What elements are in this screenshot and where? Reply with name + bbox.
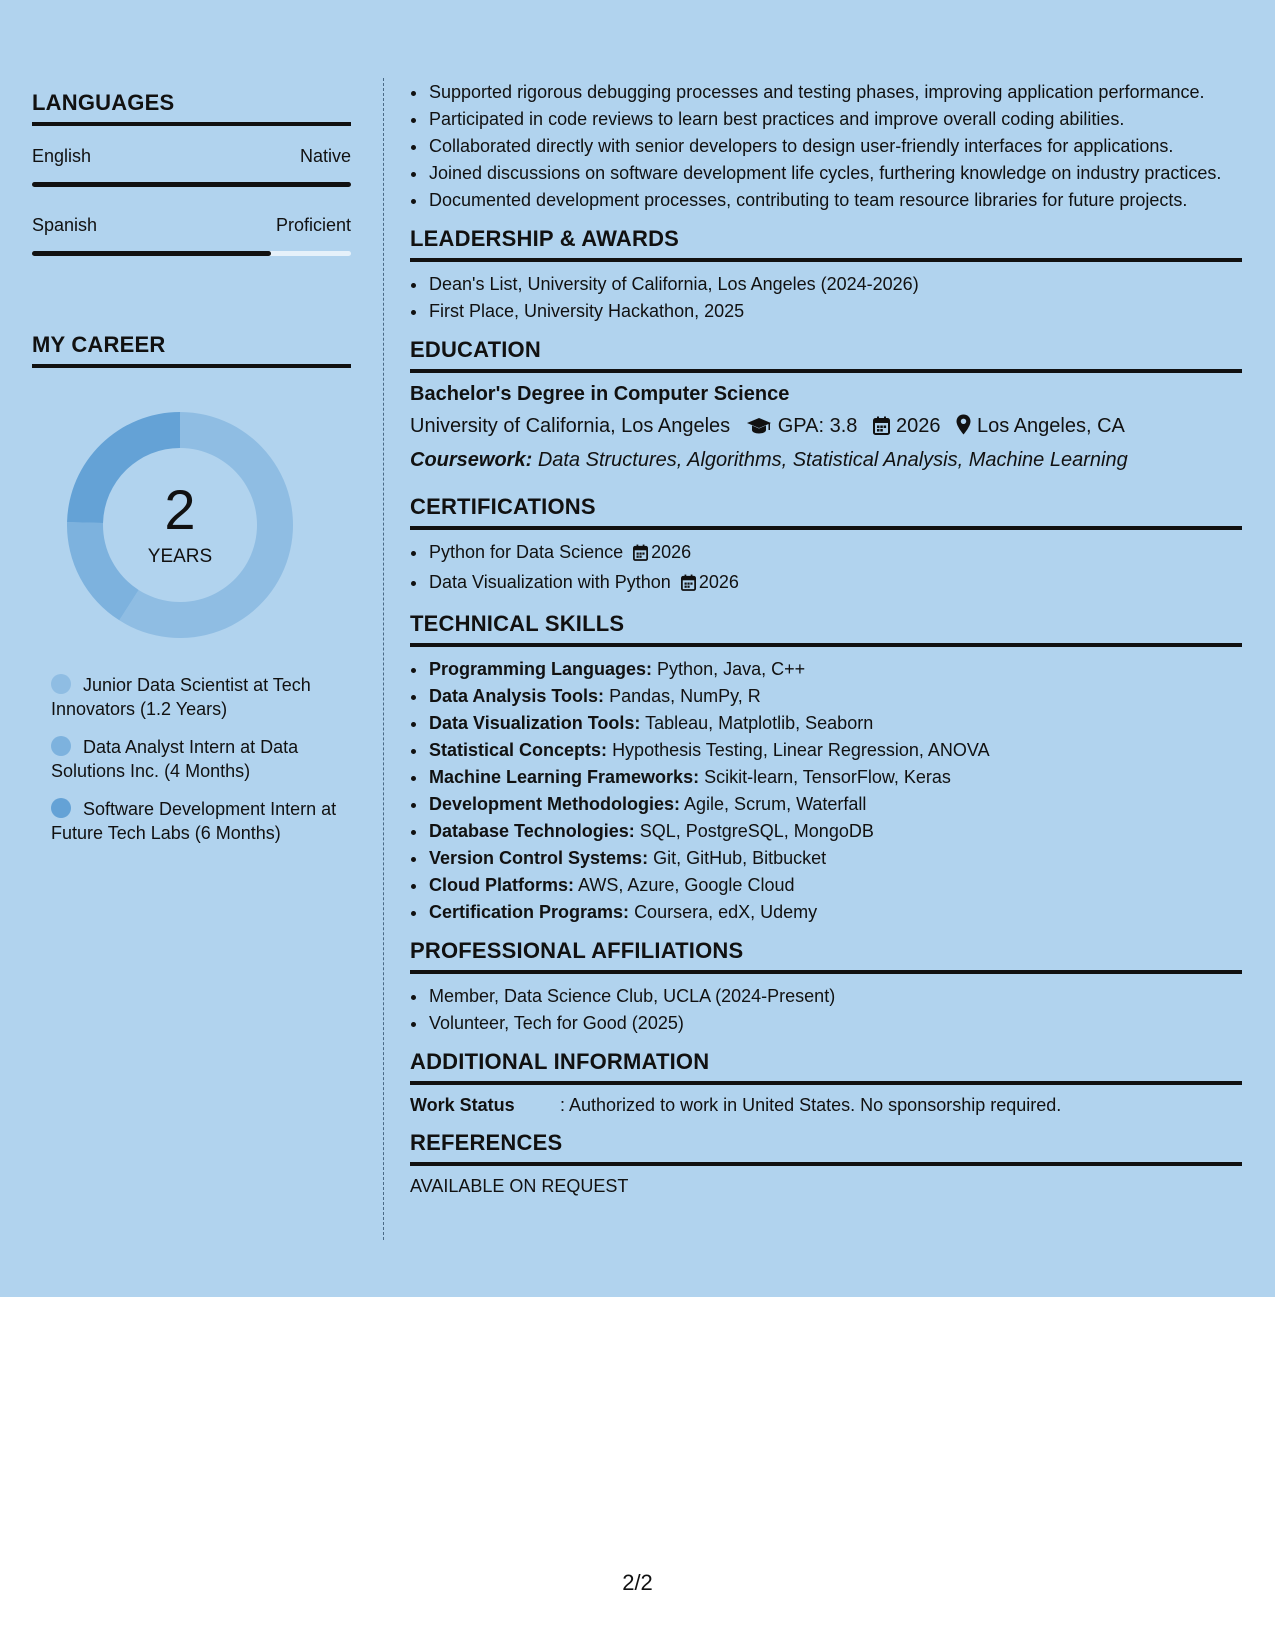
graduation-cap-icon [746, 417, 772, 441]
legend-dot [51, 674, 71, 694]
skill-label: Certification Programs: [429, 902, 630, 922]
language-name: English [32, 146, 92, 166]
legend-dot [51, 736, 71, 756]
experience-bullet: • Participated in code reviews to learn best practices and improve overall coding abilities. [428, 107, 1242, 131]
education-school: University of California, Los Angeles [410, 415, 731, 437]
skill-item [428, 684, 1242, 708]
skill-label: Data Visualization Tools: [429, 713, 641, 733]
skill-value: SQL, PostgreSQL, MongoDB [639, 821, 874, 841]
skill-value: Git, GitHub, Bitbucket [653, 848, 827, 868]
language-bar-fill [32, 182, 351, 187]
leadership-title: LEADERSHIP & AWARDS [410, 226, 1242, 262]
experience-bullet: • Supported rigorous debugging processes and testing phases, improving application performance. [428, 80, 1242, 104]
skill-item [428, 738, 1242, 762]
skill-value: Scikit-learn, TensorFlow, Keras [704, 767, 951, 787]
skill-item [428, 711, 1242, 735]
right-column [410, 80, 1242, 1197]
experience-bullet: • Joined discussions on software development life cycles, furthering knowledge on industry practices. [428, 161, 1242, 185]
language-item [32, 146, 351, 187]
additional-title: ADDITIONAL INFORMATION [410, 1049, 1242, 1085]
references-title: REFERENCES [410, 1130, 1242, 1166]
legend-label: Junior Data Scientist at Tech Innovators (1.2 Years) [51, 675, 311, 719]
certifications-title: CERTIFICATIONS [410, 494, 1242, 530]
certification-year: 2026 [698, 572, 739, 592]
skill-value: Tableau, Matplotlib, Seaborn [645, 713, 874, 733]
coursework-label: Coursework: [410, 449, 533, 471]
affiliation-item: • Member, Data Science Club, UCLA (2024-Present) [428, 984, 1242, 1008]
skills-section [410, 611, 1242, 924]
legend-item [51, 673, 341, 721]
additional-section [410, 1049, 1242, 1116]
left-column [32, 90, 351, 859]
affiliation-item: • Volunteer, Tech for Good (2025) [428, 1011, 1242, 1035]
skills-list [410, 657, 1242, 924]
calendar-icon [681, 573, 696, 597]
legend-item [51, 735, 341, 783]
education-section [410, 337, 1242, 472]
certification-year: 2026 [651, 542, 692, 562]
certification-name: Data Visualization with Python [429, 572, 671, 592]
skill-value: Hypothesis Testing, Linear Regression, ANOVA [612, 740, 990, 760]
leadership-item: • Dean's List, University of California, Los Angeles (2024-2026) [428, 272, 1242, 296]
page-number: 2/2 [622, 1570, 653, 1595]
skill-label: Programming Languages: [429, 659, 653, 679]
legend-label: Software Development Intern at Future Tech Labs (6 Months) [51, 799, 337, 843]
skill-label: Development Methodologies: [429, 794, 681, 814]
career-title: MY CAREER [32, 332, 351, 368]
career-total-unit: YEARS [147, 546, 213, 567]
work-status-label: Work Status [410, 1095, 515, 1115]
legend-dot [51, 798, 71, 818]
education-degree: Bachelor's Degree in Computer Science [410, 383, 790, 405]
languages-title: LANGUAGES [32, 90, 351, 126]
education-title: EDUCATION [410, 337, 1242, 373]
work-status-value: : Authorized to work in United States. No sponsorship required. [560, 1095, 1062, 1115]
skill-value: AWS, Azure, Google Cloud [578, 875, 795, 895]
certifications-section [410, 494, 1242, 597]
career-donut-chart [67, 412, 293, 638]
skills-title: TECHNICAL SKILLS [410, 611, 1242, 647]
skill-item [428, 873, 1242, 897]
career-section [32, 332, 351, 845]
coursework-value: Data Structures, Algorithms, Statistical Analysis, Machine Learning [537, 449, 1128, 471]
calendar-icon [873, 416, 890, 441]
legend-item [51, 797, 341, 845]
affiliations-section [410, 938, 1242, 1035]
skill-label: Machine Learning Frameworks: [429, 767, 700, 787]
skill-item [428, 765, 1242, 789]
skill-value: Agile, Scrum, Waterfall [684, 794, 867, 814]
education-details [410, 414, 1242, 441]
skill-item [428, 792, 1242, 816]
work-status-row [410, 1095, 1242, 1116]
leadership-section [410, 226, 1242, 323]
education-coursework [410, 449, 1242, 472]
column-divider [383, 78, 384, 1240]
education-gpa: GPA: 3.8 [777, 415, 858, 437]
skill-label: Cloud Platforms: [429, 875, 575, 895]
skill-item [428, 657, 1242, 681]
language-level: Proficient [275, 215, 351, 235]
affiliations-title: PROFESSIONAL AFFILIATIONS [410, 938, 1242, 974]
languages-list [32, 146, 351, 256]
leadership-item: • First Place, University Hackathon, 2025 [428, 299, 1242, 323]
career-total-value: 2 [164, 478, 196, 541]
experience-bullet: • Documented development processes, contributing to team resource libraries for future projects. [428, 188, 1242, 212]
references-section [410, 1130, 1242, 1197]
language-bar-fill [32, 251, 271, 256]
skill-item [428, 900, 1242, 924]
skill-label: Version Control Systems: [429, 848, 649, 868]
skill-value: Pandas, NumPy, R [609, 686, 761, 706]
skill-label: Data Analysis Tools: [429, 686, 605, 706]
experience-bullets [410, 80, 1242, 212]
certification-item [428, 540, 1242, 567]
language-item [32, 215, 351, 256]
language-name: Spanish [32, 215, 98, 235]
language-bar [32, 251, 351, 256]
location-pin-icon [956, 414, 971, 441]
references-text: AVAILABLE ON REQUEST [410, 1176, 629, 1196]
experience-bullet: • Collaborated directly with senior developers to design user-friendly interfaces for applications. [428, 134, 1242, 158]
skill-value: Python, Java, C++ [657, 659, 806, 679]
skill-item [428, 819, 1242, 843]
skill-item [428, 846, 1242, 870]
skill-label: Statistical Concepts: [429, 740, 608, 760]
education-location: Los Angeles, CA [977, 415, 1125, 437]
legend-label: Data Analyst Intern at Data Solutions Inc. (4 Months) [51, 737, 299, 781]
skill-label: Database Technologies: [429, 821, 635, 841]
language-bar [32, 182, 351, 187]
certification-item [428, 570, 1242, 597]
skill-value: Coursera, edX, Udemy [634, 902, 818, 922]
calendar-icon [633, 543, 648, 567]
education-year: 2026 [895, 415, 941, 437]
career-legend [32, 673, 341, 845]
certification-name: Python for Data Science [429, 542, 624, 562]
language-level: Native [299, 146, 351, 166]
